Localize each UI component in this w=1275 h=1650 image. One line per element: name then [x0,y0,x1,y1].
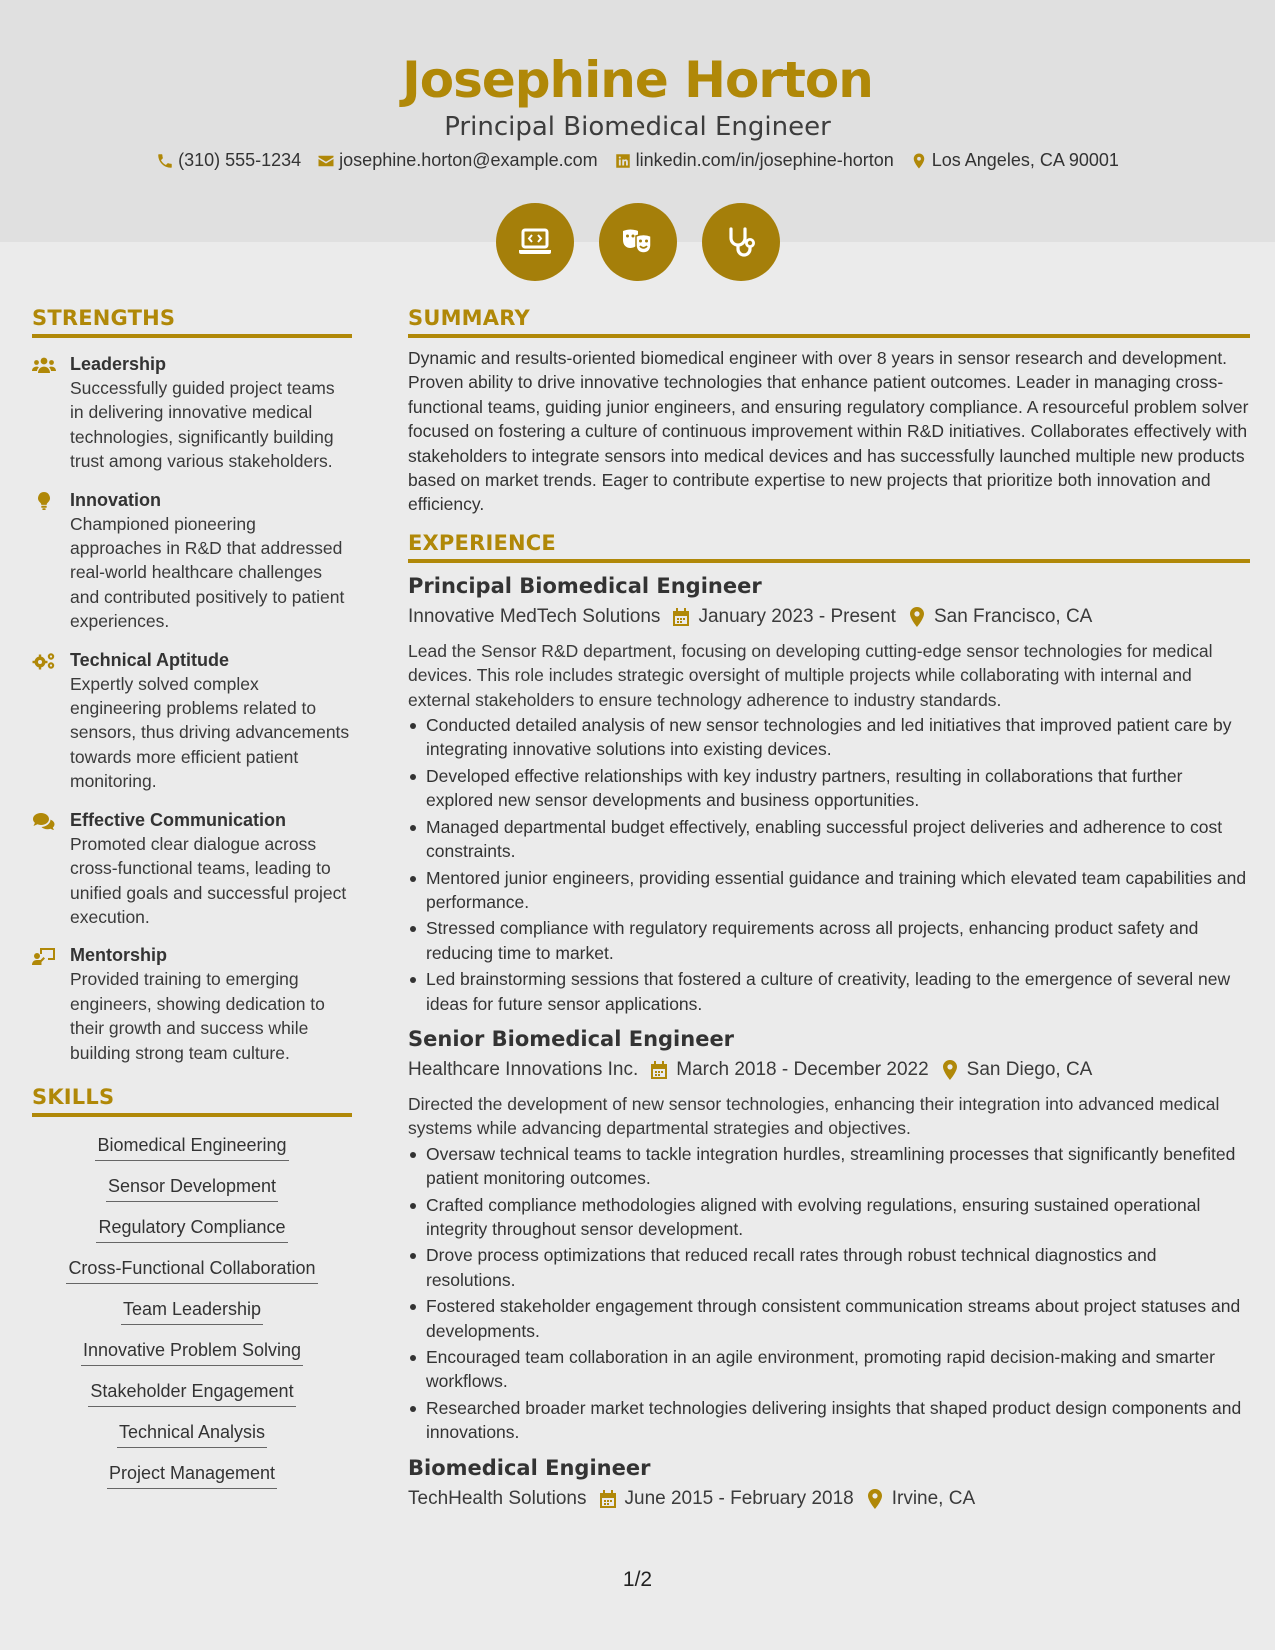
left-column [32,306,352,1496]
calendar-icon [650,1060,668,1080]
contact-email[interactable] [317,150,597,171]
job-entry [408,1024,1250,1445]
strength-name: Effective Communication [70,809,287,830]
summary-heading: SUMMARY [408,306,1250,338]
phone-text: (310) 555-1234 [178,150,302,170]
bullet-item: Oversaw technical teams to tackle integration hurdles, streamlining processes that significantly benefited patient monitoring outcomes. [408,1142,1250,1191]
job-company: TechHealth Solutions [408,1487,587,1509]
job-dates: June 2015 - February 2018 [624,1487,854,1509]
job-description: Lead the Sensor R&D department, focusing on developing cutting-edge sensor technologies for medical devices. This role includes strategic oversight of multiple projects while collaborating with internal and external stakeholders to ensure technology adherence to industry standards. [408,640,1213,710]
comments-icon [32,812,56,830]
skill-tag: Cross-Functional Collaboration [66,1256,317,1284]
badge-row [0,203,1275,281]
strength-item [32,488,352,634]
job-title: Biomedical Engineer [408,1455,651,1480]
strength-item [32,648,352,794]
badge-masks [599,203,677,281]
skill-tag: Stakeholder Engagement [88,1379,295,1407]
job-dates: March 2018 - December 2022 [676,1058,929,1080]
strength-desc: Expertly solved complex engineering problems related to sensors, thus driving advancements towards more efficient patient monitoring. [70,673,350,792]
skill-tag: Project Management [107,1461,277,1489]
skill-tag: Innovative Problem Solving [81,1338,303,1366]
summary-text: Dynamic and results-oriented biomedical engineer with over 8 years in sensor research and development. Proven ability to drive innovative technologies that enhance patient outcomes. Leader in managing cross-functional teams, guiding junior engineers, and ensuring regulatory compliance. A resourceful problem solver focused on fostering a culture of continuous improvement within R&D initiatives. Collaborates effectively with stakeholders to integrate sensors into medical devices and has successfully launched multiple new products based on market trends. Eager to contribute expertise to new projects that prioritize both innovation and efficiency. [408,348,1249,515]
laptop-code-icon [515,222,555,262]
job-location: Irvine, CA [891,1487,976,1509]
strength-item [32,943,352,1065]
candidate-title: Principal Biomedical Engineer [444,112,831,142]
skill-tag: Biomedical Engineering [95,1133,288,1161]
bullet-item: Conducted detailed analysis of new sensor technologies and led initiatives that improved patient care by integrating innovative solutions into existing devices. [408,713,1250,762]
bullet-item: Crafted compliance methodologies aligned with evolving regulations, ensuring sustained operational integrity throughout sensor development. [408,1193,1250,1242]
job-company: Innovative MedTech Solutions [408,605,661,627]
contact-bar [0,150,1275,171]
strength-item [32,352,352,474]
strength-desc: Successfully guided project teams in delivering innovative medical technologies, significantly building trust among various stakeholders. [70,378,335,472]
skills-list [32,1127,352,1496]
lightbulb-icon [32,492,56,510]
job-title: Senior Biomedical Engineer [408,1026,735,1051]
skill-tag: Technical Analysis [117,1420,267,1448]
job-meta [408,1056,1250,1084]
contact-linkedin[interactable] [614,150,894,171]
users-icon [32,356,56,374]
map-marker-icon [908,607,926,627]
linkedin-text[interactable]: linkedin.com/in/josephine-horton [635,150,894,170]
bullet-item: Stressed compliance with regulatory requirements across all projects, enhancing product safety and reducing time to market. [408,916,1250,965]
phone-icon [156,152,174,170]
strength-item [32,808,352,930]
bullet-item: Led brainstorming sessions that fostered a culture of creativity, leading to the emergence of several new ideas for future sensor applications. [408,967,1250,1016]
badge-stethoscope [702,203,780,281]
skill-tag: Sensor Development [106,1174,278,1202]
bullet-item: Researched broader market technologies delivering insights that shaped product design components and innovations. [408,1396,1250,1445]
right-column [408,306,1250,1513]
bullet-item: Managed departmental budget effectively, enabling successful project deliveries and adherence to cost constraints. [408,815,1250,864]
calendar-icon [599,1489,617,1509]
resume-header [0,48,1275,171]
calendar-icon [672,607,690,627]
strength-name: Mentorship [70,945,167,966]
strength-desc: Promoted clear dialogue across cross-functional teams, leading to unified goals and successful project execution. [70,833,347,927]
job-company: Healthcare Innovations Inc. [408,1058,639,1080]
contact-location [910,150,1119,171]
bullet-item: Mentored junior engineers, providing essential guidance and training which elevated team capabilities and performance. [408,866,1250,915]
bullet-item: Encouraged team collaboration in an agile environment, promoting rapid decision-making and smarter workflows. [408,1345,1250,1394]
job-location: San Diego, CA [966,1058,1093,1080]
job-meta [408,603,1250,631]
theater-masks-icon [618,222,658,262]
strength-name: Technical Aptitude [70,649,230,670]
map-marker-icon [910,152,928,170]
job-title: Principal Biomedical Engineer [408,573,762,598]
job-entry [408,1453,1250,1513]
skills-heading: SKILLS [32,1085,352,1117]
map-marker-icon [941,1060,959,1080]
skill-tag: Team Leadership [121,1297,263,1325]
email-text[interactable]: josephine.horton@example.com [339,150,598,170]
contact-phone [156,150,301,171]
candidate-name: Josephine Horton [402,51,873,109]
cogs-icon [32,652,56,670]
map-marker-icon [866,1489,884,1509]
skill-tag: Regulatory Compliance [96,1215,287,1243]
stethoscope-icon [721,222,761,262]
bullet-item: Developed effective relationships with key industry partners, resulting in collaborations that further explored new sensor developments and business opportunities. [408,764,1250,813]
envelope-icon [317,152,335,170]
experience-heading: EXPERIENCE [408,531,1250,563]
strength-name: Leadership [70,354,167,374]
bullet-item: Drove process optimizations that reduced recall rates through robust technical diagnostics and resolutions. [408,1243,1250,1292]
strength-desc: Provided training to emerging engineers, showing dedication to their growth and success while building strong team culture. [70,969,325,1063]
page-number: 1/2 [622,1568,653,1591]
job-bullets [408,713,1250,1016]
job-bullets [408,1142,1250,1445]
job-description: Directed the development of new sensor technologies, enhancing their integration into advanced medical systems while advancing departmental strategies and objectives. [408,1093,1220,1139]
badge-laptop [496,203,574,281]
linkedin-icon [614,152,632,170]
strength-name: Innovation [70,489,161,510]
job-dates: January 2023 - Present [698,605,896,627]
location-text: Los Angeles, CA 90001 [931,150,1119,170]
job-location: San Francisco, CA [933,605,1093,627]
job-entry [408,571,1250,1016]
strength-desc: Championed pioneering approaches in R&D that addressed real-world healthcare challenges and contributed positively to patient experiences. [70,513,345,632]
job-meta [408,1485,1250,1513]
chalkboard-teacher-icon [32,947,56,965]
bullet-item: Fostered stakeholder engagement through consistent communication streams about project statuses and developments. [408,1294,1250,1343]
strengths-heading: STRENGTHS [32,306,352,338]
